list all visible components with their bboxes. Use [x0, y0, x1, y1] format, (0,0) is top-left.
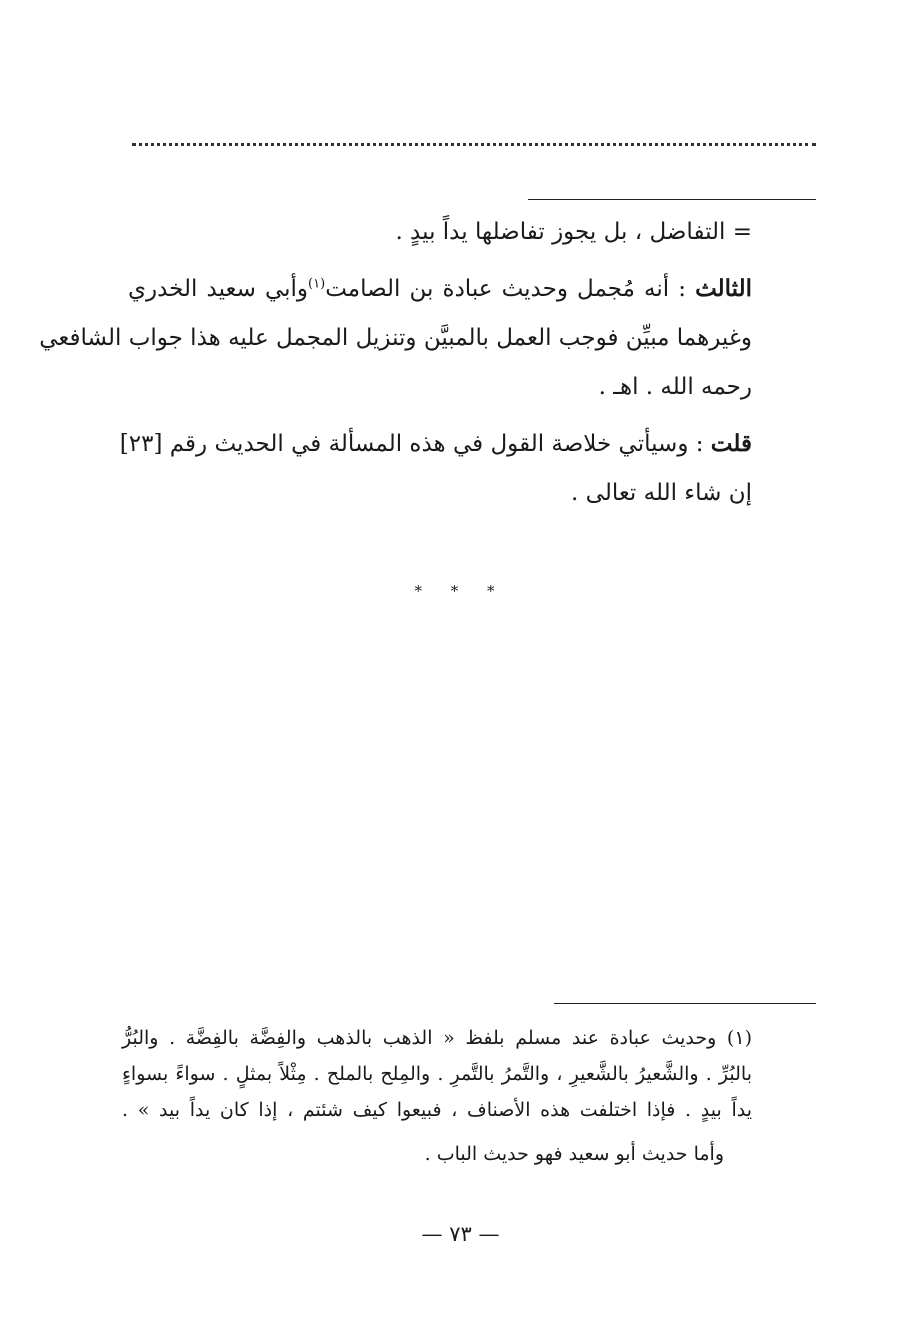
third-label: الثالث — [695, 275, 753, 302]
section-separator-stars: * * * — [414, 582, 507, 600]
third-text-1: : أنه مُجمل وحديث عبادة بن الصامت — [325, 276, 686, 302]
third-line-2: وغيرهما مبيِّن فوجب العمل بالمبيَّن وتنزيل المجمل عليه هذا جواب الشافعي — [39, 325, 752, 351]
paragraph-third — [39, 264, 753, 412]
third-text-1-end: وأبي سعيد الخدري — [128, 276, 309, 302]
continuation-line: = التفاضل ، بل يجوز تفاضلها يداً بيدٍ . — [395, 219, 752, 245]
footnote-ref: (١) — [308, 276, 326, 292]
page-number: — ٧٣ — — [421, 1222, 500, 1246]
footnote-block — [122, 1020, 752, 1172]
qult-label: قلت — [710, 430, 752, 457]
footnote-line-4: وأما حديث أبو سعيد فهو حديث الباب . — [424, 1143, 724, 1165]
qult-line-1 — [119, 419, 752, 469]
dotted-separator — [132, 143, 816, 146]
footnote-line-1: (١) وحديث عبادة عند مسلم بلفظ « الذهب بالذهب والفِضَّة بالفِضَّة . والبُرُّ — [122, 1027, 752, 1049]
footnote-line-3: يداً بيدٍ . فإذا اختلفت هذه الأصناف ، فبيعوا كيف شئتم ، إذا كان يداً بيد » . — [122, 1099, 752, 1121]
third-line-1 — [128, 264, 752, 314]
qult-line-2: إن شاء الله تعالى . — [571, 480, 752, 506]
main-text — [39, 208, 753, 518]
continuation-rule — [528, 199, 816, 200]
paragraph-qult — [119, 419, 752, 518]
third-line-3: رحمه الله . اهـ . — [598, 374, 752, 400]
qult-text-1: : وسيأتي خلاصة القول في هذه المسألة في الحديث رقم [٢٣] — [119, 431, 704, 457]
footnote-rule — [554, 1003, 816, 1004]
footnote-line-2: بالبُرِّ . والشَّعيرُ بالشَّعيرِ ، والتَّمرُ بالتَّمرِ . والمِلح بالملح . مِثْلاً بمثلٍ . سواءً بسواءٍ — [122, 1063, 752, 1085]
